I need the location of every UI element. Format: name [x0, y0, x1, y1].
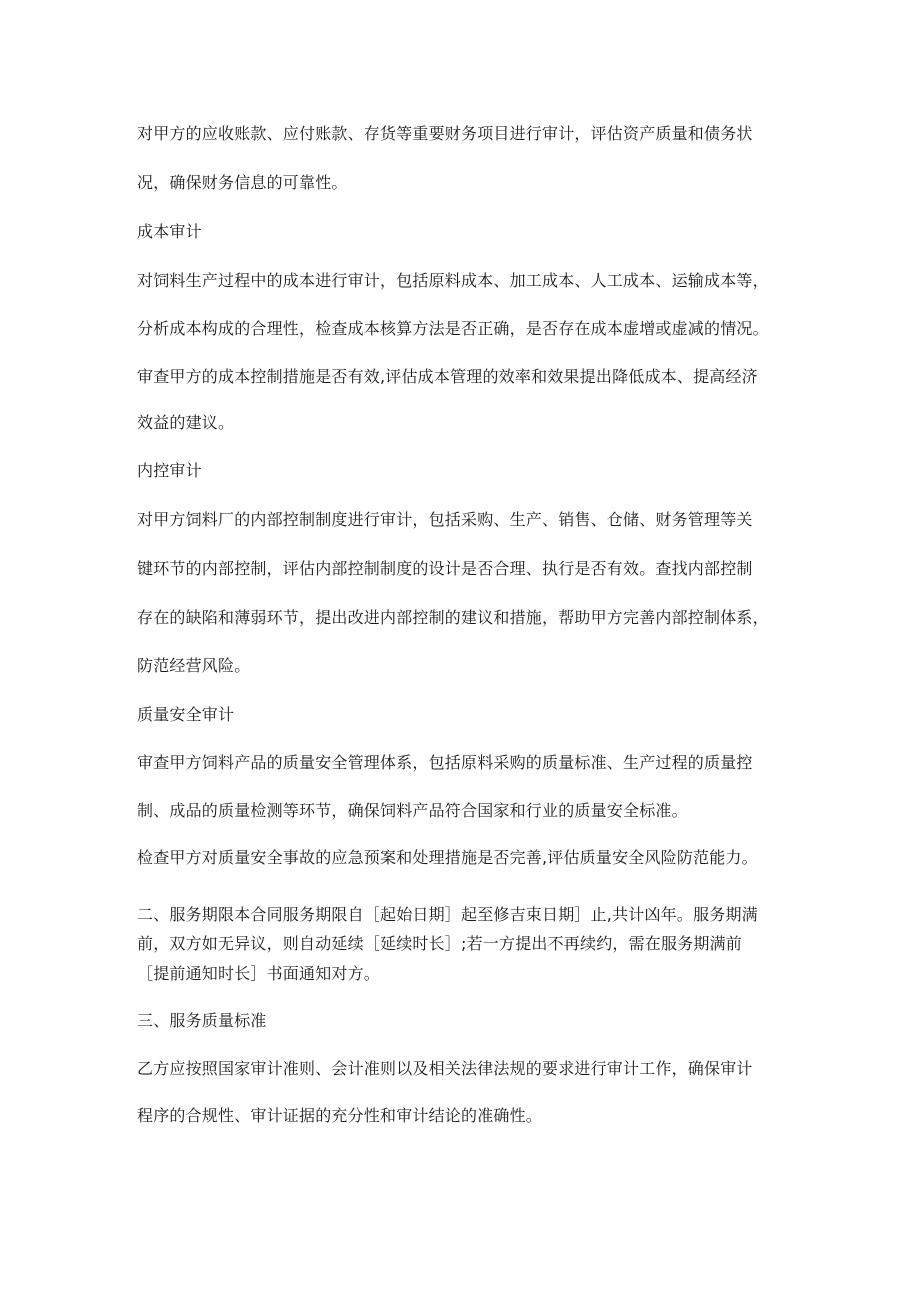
paragraph-line: 程序的合规性、审计证据的充分性和审计结论的准确性。	[137, 1106, 543, 1125]
paragraph-line: 对饲料生产过程中的成本进行审计，包括原料成本、加工成本、人工成本、运输成本等，	[137, 271, 769, 290]
section-heading-internal-control-audit: 内控审计	[137, 461, 202, 480]
paragraph-line: 分析成本构成的合理性，检查成本核算方法是否正确，是否存在成本虚增或虚减的情况。	[137, 319, 769, 338]
paragraph-line: 审查甲方饲料产品的质量安全管理体系，包括原料采购的质量标准、生产过程的质量控	[137, 753, 753, 772]
section-heading-quality-safety-audit: 质量安全审计	[137, 705, 235, 724]
paragraph-line: 制、成品的质量检测等环节，确保饲料产品符合国家和行业的质量安全标准。	[137, 801, 688, 820]
paragraph-line: 防范经营风险。	[137, 656, 251, 675]
paragraph-line: 检查甲方对质量安全事故的应急预案和处理措施是否完善,评估质量安全风险防范能力。	[137, 848, 758, 867]
section-heading-cost-audit: 成本审计	[137, 222, 202, 241]
section-heading-service-quality-standard: 三、服务质量标准	[137, 1011, 267, 1030]
paragraph-line: 审查甲方的成本控制措施是否有效,评估成本管理的效率和效果提出降低成本、提高经济	[137, 367, 758, 386]
paragraph-line: 二、服务期限本合同服务期限自［起始日期］起至修吉束日期］止,共计凶年。服务期满	[137, 905, 758, 924]
paragraph-line: ［提前通知时长］书面通知对方。	[137, 964, 381, 983]
paragraph-line: 况，确保财务信息的可靠性。	[137, 173, 348, 192]
paragraph-line: 乙方应按照国家审计准则、会计准则以及相关法律法规的要求进行审计工作，确保审计	[137, 1059, 753, 1078]
paragraph-line: 对甲方饲料厂的内部控制制度进行审计，包括采购、生产、销售、仓储、财务管理等关	[137, 510, 753, 529]
paragraph-line: 效益的建议。	[137, 413, 235, 432]
paragraph-line: 对甲方的应收账款、应付账款、存货等重要财务项目进行审计，评估资产质量和债务状	[137, 124, 753, 143]
paragraph-line: 键环节的内部控制，评估内部控制制度的设计是否合理、执行是否有效。查找内部控制	[137, 559, 753, 578]
paragraph-line: 前，双方如无异议，则自动延续［延续时长］;若一方提出不再续约，需在服务期满前	[137, 934, 742, 953]
paragraph-line: 存在的缺陷和薄弱环节，提出改进内部控制的建议和措施，帮助甲方完善内部控制体系，	[137, 608, 769, 627]
